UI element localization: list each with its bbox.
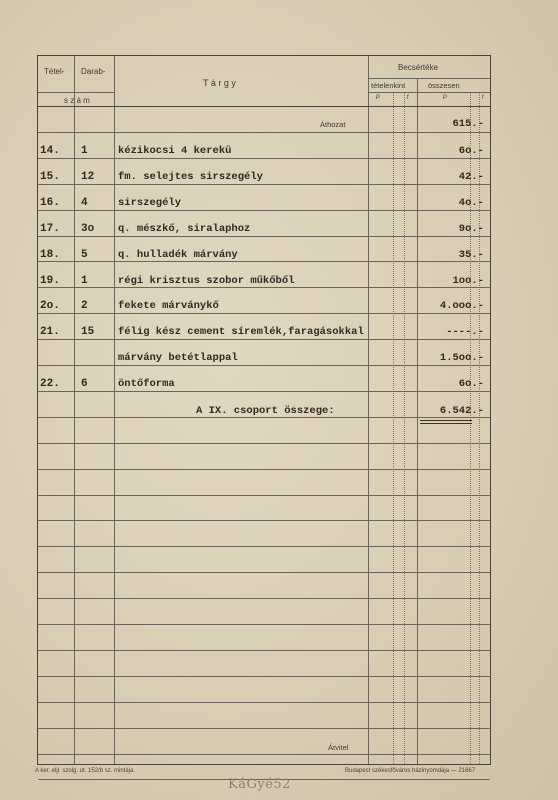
- footer-print-note: A ker. eljl. szolg. ut. 152/b sz. mintája.: [35, 768, 136, 774]
- row-targy: q. hulladék márvány: [118, 249, 238, 261]
- header-szam: s z á m: [64, 96, 90, 105]
- athozat-label: Áthozat: [320, 120, 346, 129]
- row-targy: félig kész cement síremlék,faragásokkal: [118, 326, 364, 338]
- row-targy: márvány betétlappal: [118, 352, 238, 364]
- row-targy: fekete márványkő: [118, 300, 219, 312]
- row-line: [38, 702, 490, 703]
- row-tetel: 15.: [40, 171, 60, 183]
- row-amount: 4.ooo.-: [439, 300, 484, 312]
- header-tetelenkint: tételenkint: [371, 81, 406, 90]
- row-tetel: 16.: [40, 197, 60, 209]
- row-line: [38, 261, 490, 262]
- row-line: [38, 495, 490, 496]
- row-targy: kézikocsi 4 kerekü: [118, 145, 232, 157]
- row-amount: 4o.-: [458, 197, 484, 209]
- row-amount: 1.5oo.-: [439, 352, 484, 364]
- header-targy: T á r g y: [203, 78, 236, 88]
- watermark: KáGyé52: [228, 777, 291, 792]
- col-line-p1: [393, 92, 394, 764]
- row-line: [38, 287, 490, 288]
- row-line: [38, 417, 490, 418]
- row-line: [38, 391, 490, 392]
- row-amount: 6o.-: [458, 145, 484, 157]
- total-underline-2: [420, 423, 472, 424]
- header-p-1: P: [376, 95, 381, 101]
- header-osszesen: összesen: [428, 81, 460, 90]
- row-line: [38, 754, 490, 755]
- inventory-form: [37, 55, 491, 765]
- header-f-1: f: [407, 95, 409, 101]
- row-darab: 15: [81, 326, 95, 338]
- row-targy: öntőforma: [118, 378, 175, 390]
- row-line: [38, 676, 490, 677]
- header-darab: Darab-: [81, 67, 106, 76]
- row-line: [38, 572, 490, 573]
- col-line-p2: [470, 92, 471, 764]
- athozat-value: 615.-: [452, 118, 484, 130]
- total-label: A IX. csoport összege:: [196, 405, 335, 417]
- row-line: [38, 624, 490, 625]
- header-becsertek: Becsértéke: [398, 63, 439, 72]
- col-line-darab: [114, 56, 115, 764]
- row-amount: 1oo.-: [452, 275, 484, 287]
- row-targy: fm. selejtes sirszegély: [118, 171, 263, 183]
- col-line-targy: [368, 56, 369, 764]
- row-darab: 2: [81, 300, 88, 312]
- hdr-line-bottom: [38, 106, 490, 107]
- row-line: [38, 313, 490, 314]
- row-darab: 5: [81, 249, 88, 261]
- col-line-f2: [479, 92, 480, 764]
- row-line: [38, 210, 490, 211]
- header-f-2: f: [482, 95, 484, 101]
- footer-printer: Budapest székesfőváros házinyomdája — 21667: [345, 768, 476, 774]
- row-amount: 9o.-: [458, 223, 484, 235]
- row-line: [38, 339, 490, 340]
- row-line: [38, 236, 490, 237]
- row-line: [38, 598, 490, 599]
- row-tetel: 2o.: [40, 300, 60, 312]
- row-darab: 1: [81, 275, 88, 287]
- row-tetel: 19.: [40, 275, 60, 287]
- atvitel-label: Átvitel: [328, 743, 349, 752]
- total-underline-1: [420, 420, 472, 421]
- row-line: [38, 469, 490, 470]
- row-darab: 3o: [81, 223, 95, 235]
- row-line: [38, 158, 490, 159]
- row-targy: régi krisztus szobor műkőből: [118, 275, 295, 287]
- row-darab: 12: [81, 171, 95, 183]
- row-targy: sirszegély: [118, 197, 182, 209]
- header-tetel: Tétel-: [44, 67, 65, 76]
- row-tetel: 21.: [40, 326, 60, 338]
- row-darab: 1: [81, 145, 88, 157]
- total-value: 6.542.-: [439, 405, 484, 417]
- row-darab: 4: [81, 197, 88, 209]
- row-tetel: 17.: [40, 223, 60, 235]
- row-line: [38, 520, 490, 521]
- row-line: [38, 365, 490, 366]
- row-amount: 42.-: [458, 171, 484, 183]
- row-line: [38, 443, 490, 444]
- row-line: [38, 650, 490, 651]
- row-targy: q. mészkő, siralaphoz: [118, 223, 251, 235]
- row-amount: 35.-: [458, 249, 484, 261]
- row-tetel: 18.: [40, 249, 60, 261]
- row-tetel: 22.: [40, 378, 60, 390]
- row-line: [38, 132, 490, 133]
- hdr-line-1: [368, 78, 490, 79]
- row-line: [38, 546, 490, 547]
- hdr-line-szam: [38, 92, 114, 93]
- row-darab: 6: [81, 378, 88, 390]
- hdr-line-2: [368, 92, 490, 93]
- col-line-f1a: [404, 92, 405, 764]
- col-line-tetel: [74, 56, 75, 764]
- row-line: [38, 728, 490, 729]
- row-amount: 6o.-: [458, 378, 484, 390]
- row-tetel: 14.: [40, 145, 60, 157]
- row-line: [38, 184, 490, 185]
- row-amount: ----.-: [446, 326, 484, 338]
- header-p-2: P: [443, 95, 448, 101]
